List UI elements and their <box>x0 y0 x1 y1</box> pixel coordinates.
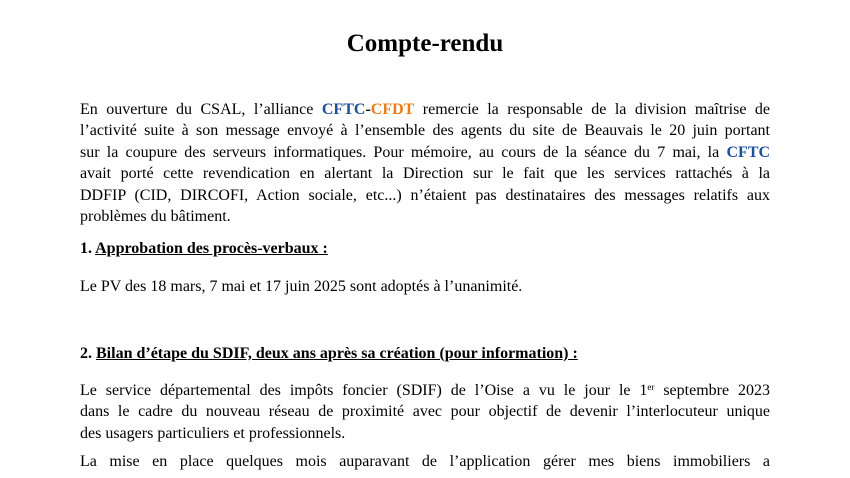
body-text: septembre 2023 <box>654 382 770 399</box>
section-number: 1. <box>80 240 92 257</box>
intro-text: remercie la responsable de la division maîtrise de <box>414 101 770 118</box>
cfdt-brand: CFDT <box>370 101 415 118</box>
intro-line-1 <box>80 99 770 120</box>
page-title: Compte-rendu <box>346 30 504 57</box>
section-title: Approbation des procès-verbaux : <box>95 240 328 257</box>
intro-line-4: avait porté cette revendication en alertant la Direction sur le fait que les services rattachés à la <box>80 165 770 183</box>
section-number: 2. <box>80 345 92 362</box>
section-2-heading <box>80 343 578 364</box>
body-text: Le service départemental des impôts foncier (SDIF) de l’Oise a vu le jour le 1 <box>80 382 648 399</box>
section-1-heading <box>80 238 328 259</box>
cftc-brand: CFTC <box>726 143 770 161</box>
intro-line-2: l’activité suite à son message envoyé à l’ensemble des agents du site de Beauvais le 20 juin portant <box>80 122 770 140</box>
section-2-paragraph-2 <box>80 451 770 472</box>
intro-line-3 <box>80 142 770 163</box>
intro-line-5: DDFIP (CID, DIRCOFI, Action sociale, etc...) n’étaient pas destinataires des messages relatifs aux <box>80 186 770 204</box>
section-1-text: Le PV des 18 mars, 7 mai et 17 juin 2025 sont adoptés à l’unanimité. <box>80 278 523 295</box>
intro-text: En ouverture du CSAL, l’alliance <box>80 101 322 118</box>
intro-text: sur la coupure des serveurs informatiques. Pour mémoire, au cours de la séance du 7 mai, la <box>80 143 727 161</box>
section-2-paragraph-1 <box>80 380 770 444</box>
section-2-p2-line-1: La mise en place quelques mois auparavant de l’application gérer mes biens immobiliers a <box>80 453 770 470</box>
section-2-line-1 <box>80 380 770 401</box>
section-2-line-2: dans le cadre du nouveau réseau de proximité avec pour objectif de devenir l’interlocuteur unique <box>80 403 770 421</box>
intro-paragraph <box>80 99 770 227</box>
ordinal-superscript: er <box>647 382 655 392</box>
section-title: Bilan d’étape du SDIF, deux ans après sa création (pour information) : <box>96 345 578 362</box>
section-2-line-3: des usagers particuliers et professionnels. <box>80 424 346 442</box>
cftc-brand: CFTC <box>321 101 366 118</box>
intro-line-6: problèmes du bâtiment. <box>80 208 231 226</box>
section-1-paragraph <box>80 276 770 297</box>
brand-dash: - <box>365 101 371 118</box>
